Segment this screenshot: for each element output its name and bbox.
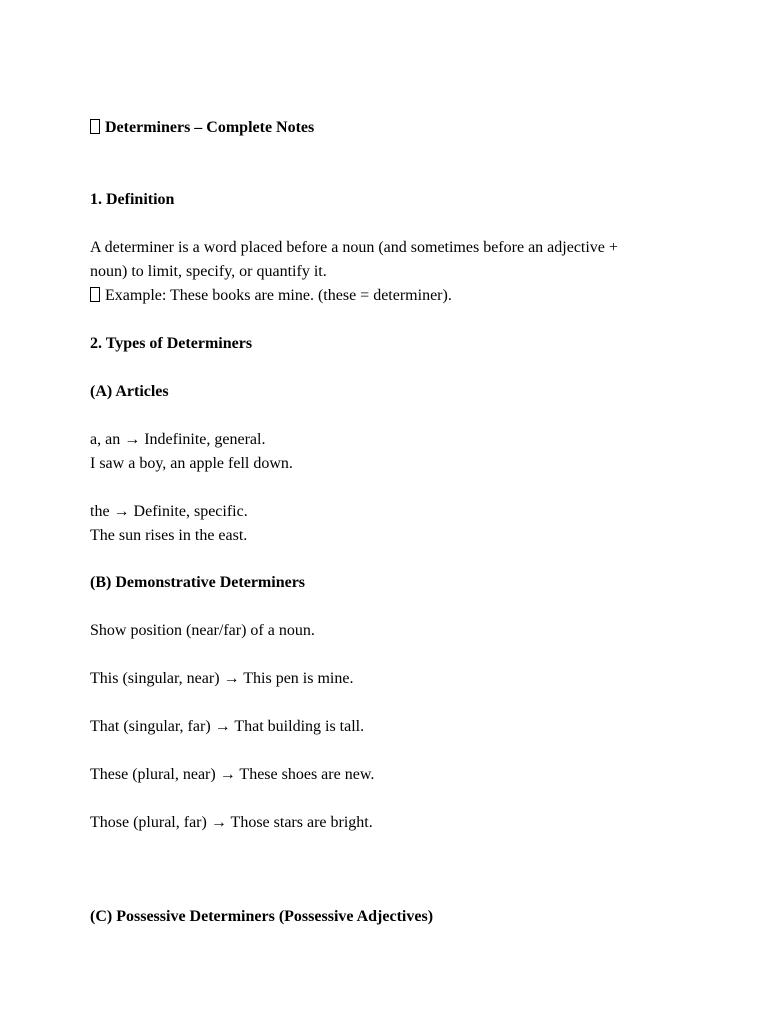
document-title — [90, 116, 314, 140]
articles-definite-example: The sun rises in the east. — [90, 527, 248, 544]
articles-indefinite-example: I saw a boy, an apple fell down. — [90, 455, 293, 472]
missing-glyph-icon — [90, 287, 100, 302]
subheading-possessive: (C) Possessive Determiners (Possessive Adjectives) — [90, 908, 434, 925]
definition-paragraph-line-1: A determiner is a word placed before a noun (and sometimes before an adjective + — [90, 239, 618, 256]
definition-example-text: Example: These books are mine. (these = determiner). — [105, 287, 452, 304]
demonstrative-those: Those (plural, far) → Those stars are bright. — [90, 814, 373, 831]
definition-example — [90, 284, 452, 308]
document-title-text: Determiners – Complete Notes — [105, 119, 315, 136]
section-heading-definition: 1. Definition — [90, 191, 175, 208]
demonstrative-these: These (plural, near) → These shoes are new. — [90, 766, 375, 783]
definition-paragraph-line-2: noun) to limit, specify, or quantify it. — [90, 263, 327, 280]
demonstrative-that: That (singular, far) → That building is tall. — [90, 718, 365, 735]
missing-glyph-icon — [90, 119, 100, 134]
subheading-demonstrative: (B) Demonstrative Determiners — [90, 574, 306, 591]
articles-indefinite: a, an → Indefinite, general. — [90, 431, 266, 448]
demonstrative-intro: Show position (near/far) of a noun. — [90, 622, 315, 639]
subheading-articles: (A) Articles — [90, 383, 169, 400]
articles-definite: the → Definite, specific. — [90, 503, 248, 520]
demonstrative-this: This (singular, near) → This pen is mine. — [90, 670, 354, 687]
section-heading-types: 2. Types of Determiners — [90, 335, 253, 352]
